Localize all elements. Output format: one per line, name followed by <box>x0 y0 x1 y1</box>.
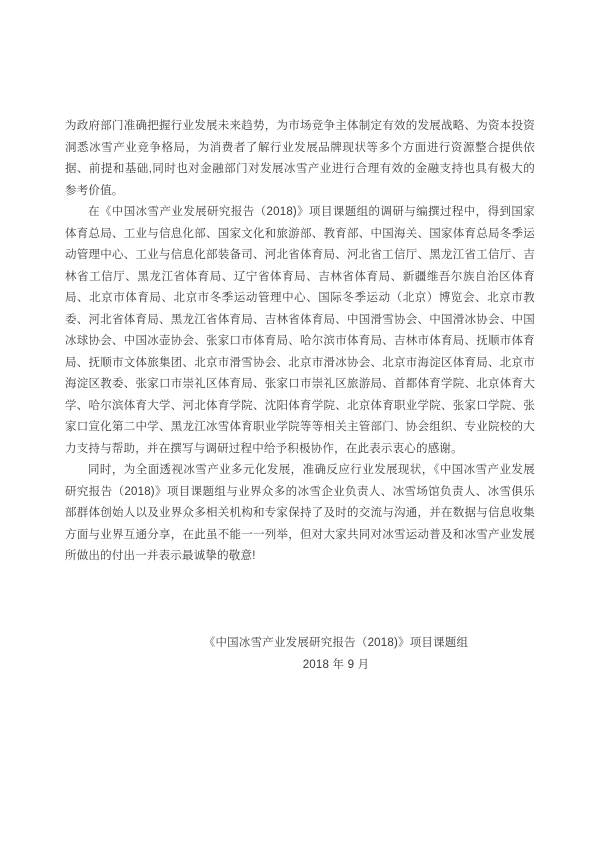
signature-organization: 《中国冰雪产业发展研究报告（2018)》项目课题组 <box>203 636 469 649</box>
paragraph-acknowledgement-institutions: 在《中国冰雪产业发展研究报告（2018)》项目课题组的调研与编撰过程中，得到国家体育总局、工业与信息化部、国家文化和旅游部、教育部、中国海关、国家体育总局冬季运动管理中心、工业与信息化部装备司、河北省体育局、河北省工信厅、黑龙江省工信厅、吉林省工信厅、黑龙江省体育局、辽宁省体育局、吉林省体育局、新疆维吾尔族自治区体育局、北京市体育局、北京市冬季运动管理中心、国际冬季运动（北京）博览会、北京市教委、河北省体育局、黑龙江省体育局、吉林省体育局、中国滑雪协会、中国滑冰协会、中国冰球协会、中国冰壶协会、张家口市体育局、哈尔滨市体育局、吉林市体育局、抚顺市体育局、抚顺市文体旅集团、北京市滑雪协会、北京市滑冰协会、北京市海淀区体育局、北京市海淀区教委、张家口市崇礼区体育局、张家口市崇礼区旅游局、首都体育学院、北京体育大学、哈尔滨体育大学、河北体育学院、沈阳体育学院、北京体育职业学院、张家口学院、张家口宣化第二中学、黑龙江冰雪体育职业学院等等相关主管部门、协会组织、专业院校的大力支持与帮助，并在撰写与调研过程中给予积极协作，在此表示衷心的感谢。 <box>65 206 535 455</box>
signature-date: 2018 年 9 月 <box>302 658 370 671</box>
paragraph-acknowledgement-industry: 同时，为全面透视冰雪产业多元化发展，准确反应行业发展现状，《中国冰雪产业发展研究报告（2018)》项目课题组与业界众多的冰雪企业负责人、冰雪场馆负责人、冰雪俱乐部群体创始人以及业界众多相关机构和专家保持了及时的交流与沟通，并在数据与信息收集方面与业界互通分享，在此虽不能一一列举，但对大家共同对冰雪运动普及和冰雪产业发展所做出的付出一并表示最诚挚的敬意! <box>65 464 535 562</box>
paragraph-value-statement: 为政府部门准确把握行业发展未来趋势，为市场竞争主体制定有效的发展战略、为资本投资洞悉冰雪产业竞争格局，为消费者了解行业发展品牌现状等多个方面进行资源整合提供依据、前提和基础,同时也对金融部门对发展冰雪产业进行合理有效的金融支持也具有极大的参考价值。 <box>65 120 535 197</box>
signature-block <box>195 632 477 676</box>
